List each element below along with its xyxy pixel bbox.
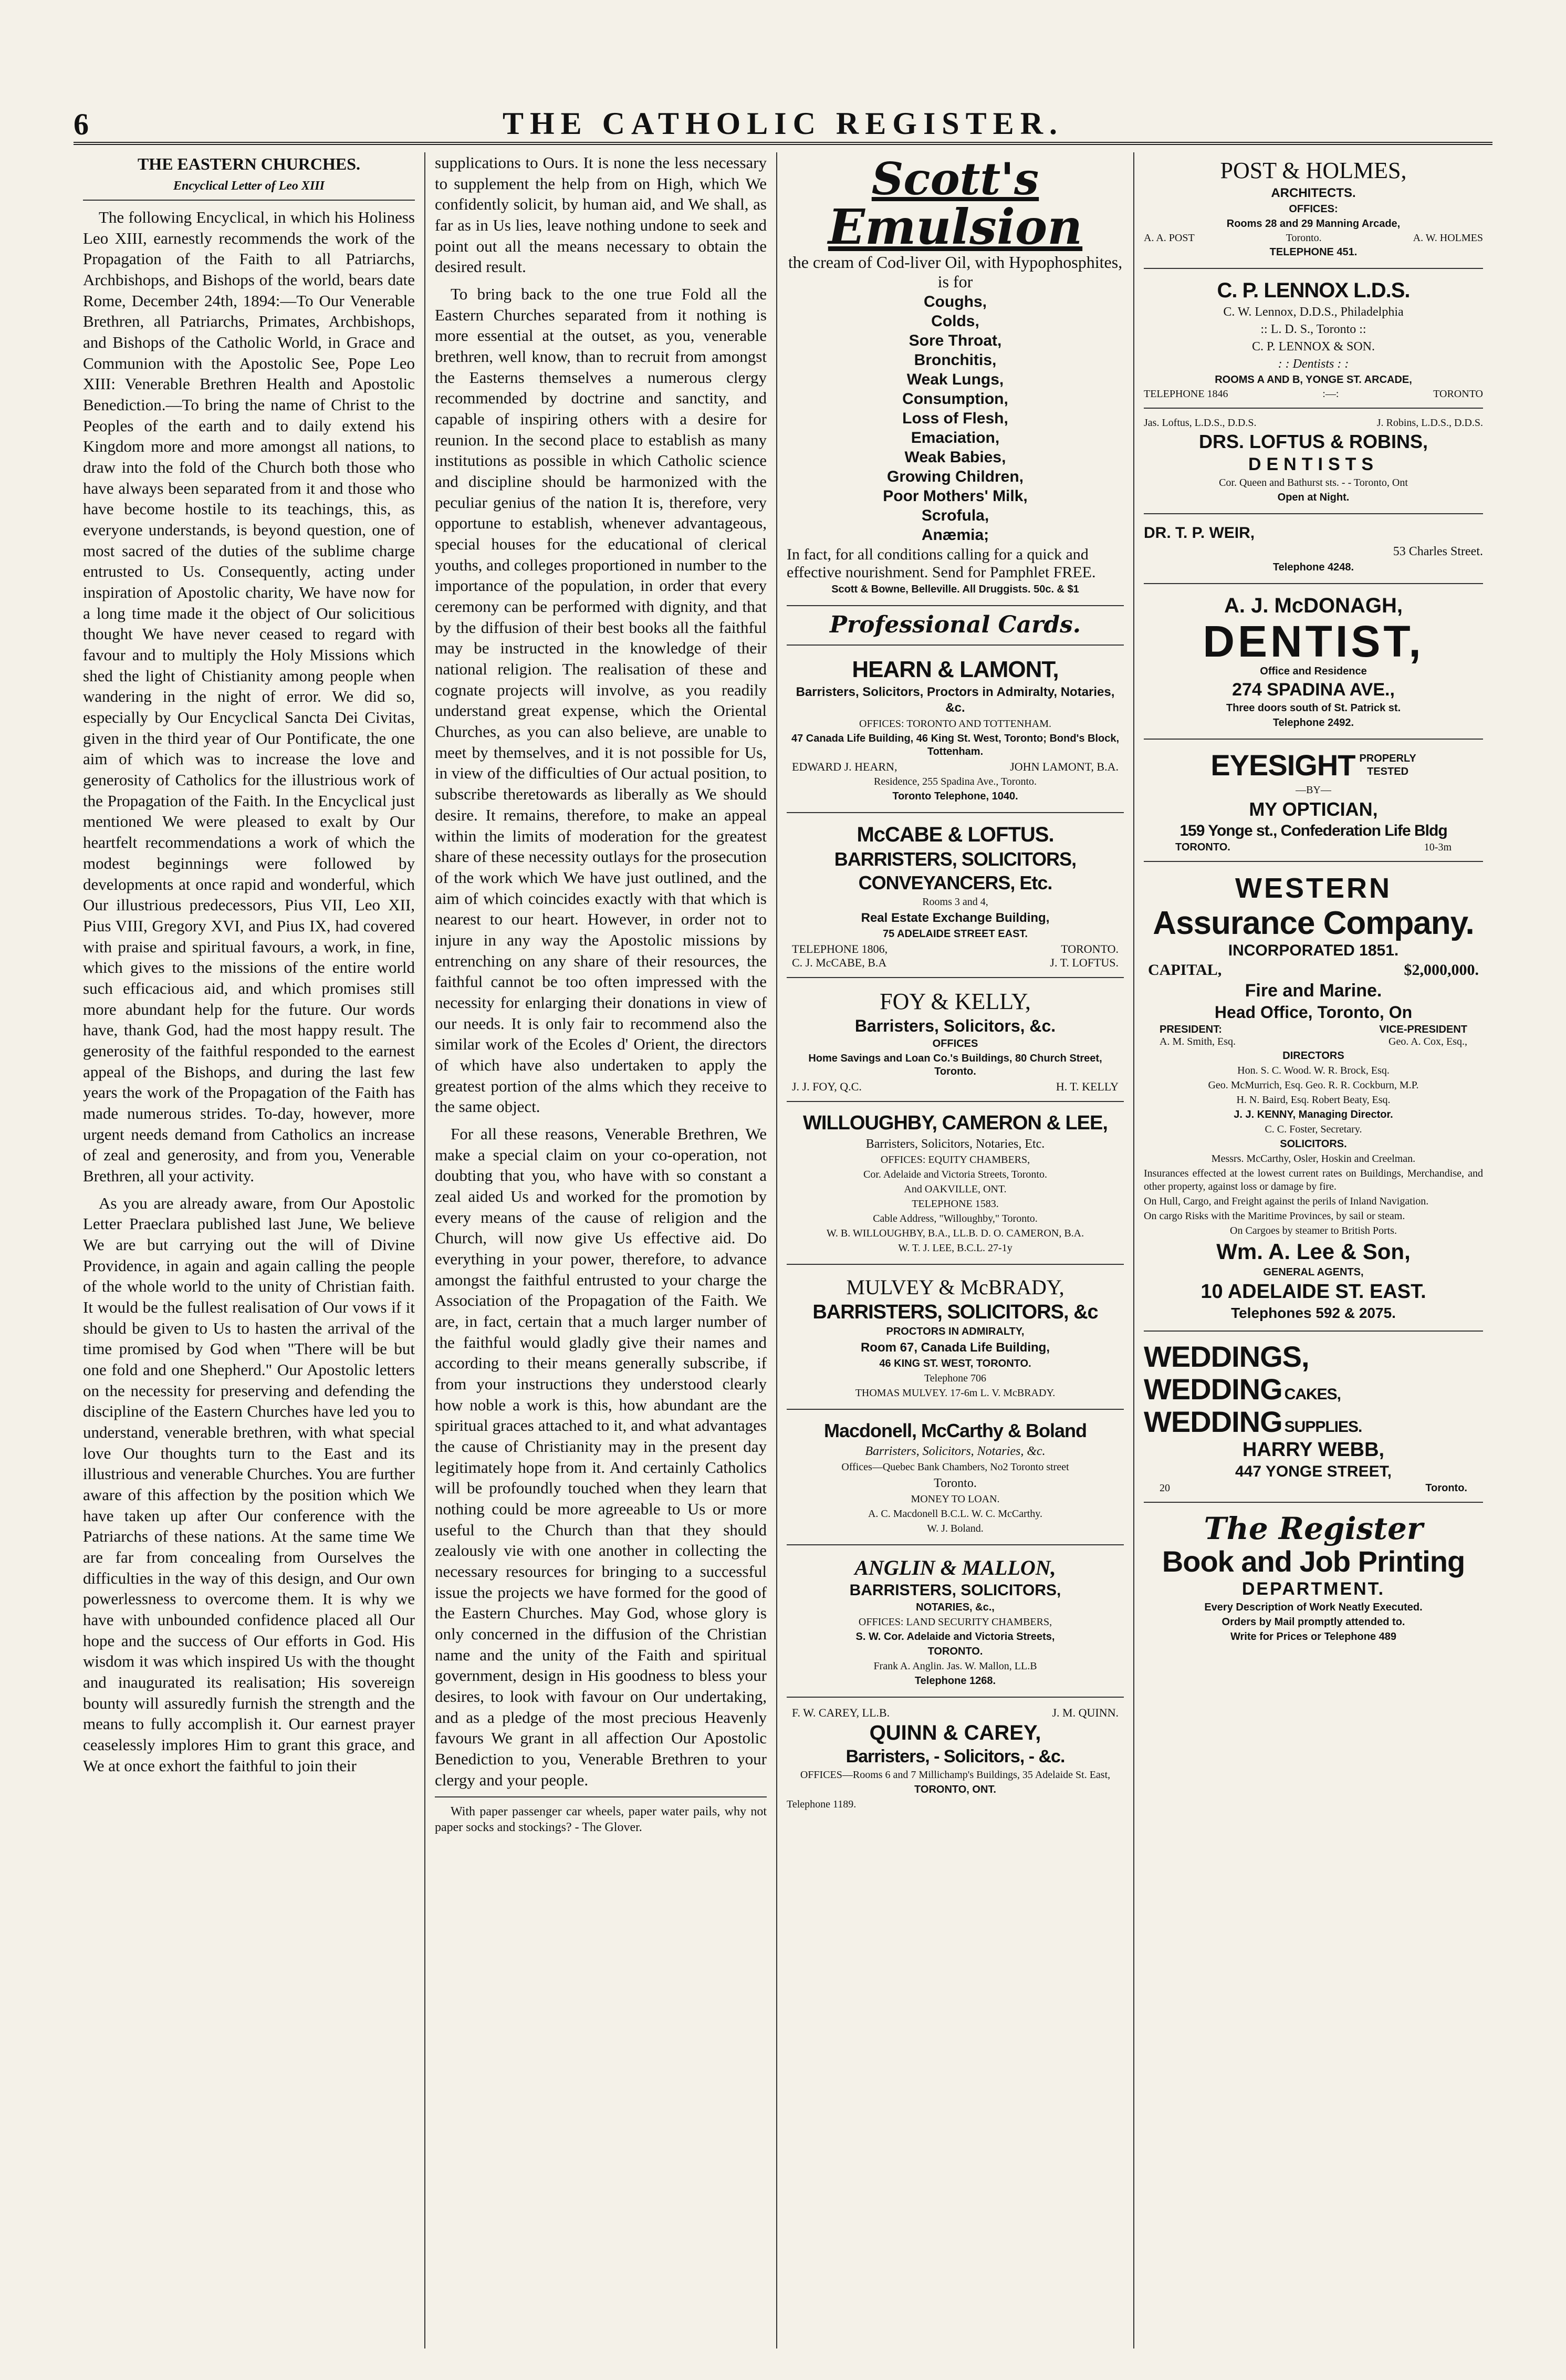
card-line: MY OPTICIAN, — [1249, 798, 1378, 820]
card-partner: Jas. Loftus, L.D.S., D.D.S. — [1144, 417, 1257, 429]
card-line: BARRISTERS, SOLICITORS, &c — [812, 1301, 1098, 1323]
wedding-supplies-line — [1144, 1407, 1483, 1438]
card-line: CAKES, — [1284, 1385, 1341, 1403]
card-line: Wm. A. Lee & Son, — [1216, 1239, 1411, 1264]
card-line: S. W. Cor. Adelaide and Victoria Streets, — [855, 1631, 1055, 1643]
card-line: Every Description of Work Neatly Executed. — [1204, 1602, 1423, 1614]
card-line: And OAKVILLE, ONT. — [904, 1183, 1007, 1195]
card-line: Barristers, Solicitors, &c. — [854, 1016, 1056, 1035]
card-line: Barristers, - Solicitors, - &c. — [845, 1747, 1065, 1766]
card-name: DR. T. P. WEIR, — [1144, 524, 1255, 542]
card-name: QUINN & CAREY, — [869, 1721, 1041, 1744]
card-line: Cor. Queen and Bathurst sts. - - Toronto, Ont — [1219, 477, 1408, 489]
card-name: McCABE & LOFTUS. — [857, 823, 1054, 846]
card-line: DENTIST, — [1203, 617, 1424, 666]
hearn-lamont-card — [787, 652, 1124, 813]
lennox-card — [1144, 274, 1483, 409]
card-line: OFFICES: LAND SECURITY CHAMBERS, — [858, 1616, 1052, 1628]
card-line: On cargo Risks with the Maritime Provinces, by sail or steam. — [1144, 1210, 1405, 1222]
ad-ailment: Growing Children, — [887, 468, 1024, 485]
quinn-carey-card — [787, 1703, 1124, 1820]
willoughby-cameron-lee-card — [787, 1107, 1124, 1265]
card-line: TORONTO. — [927, 1646, 983, 1657]
column-1 — [74, 152, 425, 2348]
card-line: Insurances effected at the lowest current rates on Buildings, Merchandise, and other property, against loss or damage by fire. — [1144, 1168, 1483, 1193]
card-partner: A. W. HOLMES — [1413, 232, 1483, 244]
card-name: MULVEY & McBRADY, — [846, 1275, 1064, 1299]
card-partner: J. M. QUINN. — [1052, 1706, 1119, 1719]
card-line: OFFICES: TORONTO AND TOTTENHAM. — [859, 718, 1051, 730]
card-line: Rooms 28 and 29 Manning Arcade, — [1226, 218, 1401, 230]
card-line: NOTARIES, &c., — [916, 1602, 995, 1613]
card-name: Macdonell, McCarthy & Boland — [823, 1420, 1087, 1441]
card-row — [1144, 841, 1483, 854]
card-line: : : Dentists : : — [1278, 357, 1349, 371]
card-name: EYESIGHT — [1210, 749, 1355, 782]
card-line: C. C. Foster, Secretary. — [1265, 1124, 1362, 1136]
divider — [787, 645, 1124, 646]
card-name: POST & HOLMES, — [1220, 158, 1407, 183]
card-line: TELEPHONE 451. — [1269, 246, 1358, 258]
card-row — [787, 942, 1124, 956]
ad-ailment: Weak Lungs, — [906, 371, 1004, 388]
card-line: Home Savings and Loan Co.'s Buildings, 80 Church Street, Toronto. — [808, 1053, 1102, 1077]
ad-ailment: Poor Mothers' Milk, — [883, 487, 1028, 505]
article-title: THE EASTERN CHURCHES. — [137, 154, 361, 173]
card-name: ANGLIN & MALLON, — [854, 1556, 1056, 1579]
ad-ailment: Colds, — [931, 313, 979, 330]
card-row — [1144, 1036, 1483, 1048]
card-line: WEDDING — [1144, 1405, 1282, 1438]
card-line: —BY— — [1296, 784, 1331, 796]
card-line: C. W. Lennox, D.D.S., Philadelphia — [1223, 305, 1404, 319]
card-row — [1144, 417, 1483, 429]
card-line: Open at Night. — [1277, 492, 1350, 503]
ad-ailment: Sore Throat, — [909, 332, 1002, 349]
card-line: Office and Residence — [1260, 666, 1367, 677]
eyesight-ad — [1144, 745, 1483, 862]
card-line: TESTED — [1367, 765, 1409, 777]
card-line: OFFICES: EQUITY CHAMBERS, — [880, 1154, 1030, 1166]
filler-item: With paper passenger car wheels, paper water pails, why not paper socks and stockings? - The Glover. — [435, 1805, 767, 1835]
article-paragraph: To bring back to the one true Fold all the Eastern Churches separated from it nothing is more essential at the outset, as you, venerable brethren, well know, than to recruit from amongst the Easterns themselves a numerous clergy recommended by doctrine and sanctity, and capable of inspiring others with a desire for reunion. In the second place to establish as many institutions as possible in which Catholic science and discipline should be harmonized with the peculiar genius of the nation It is, therefore, very opportune to establish, whenever advantageous, special houses for the educational of clerical youths, and colleges proportioned in number to the importance of the population, in order that every ceremony can be performed with dignity, and that by the diffusion of their best books all the faithful may be instructed in the knowledge of their national religion. The realisation of these and cognate projects will involve, as you readily understand great expense, which the Oriental Churches, as you can also believe, are unable to meet by themselves, and it is not possible for Us, in view of the difficulties of Our actual position, to subscribe theretowards as liberally as We should desire. It remains, therefore, to make an appeal within the limits of moderation for the greatest share of these necessity outlays for the prosecution of the work which We have just outlined, and the aim of which coincides exactly with that which is nearest to our heart. However, in order not to injure in any way the Apostolic missions by entrenching on any share of their resources, the faithful cannot be too often impressed with the necessity for enlarging their donations in view of our needs. It is only fair to recommend also the similar work of the Ecoles d' Orient, the directors of which have also undertaken to apply the greatest portion of the alms which they receive to the same object. — [435, 285, 767, 1116]
ad-brand: Emulsion — [828, 199, 1083, 255]
ad-ailment: Consumption, — [902, 390, 1008, 408]
card-row — [1144, 388, 1483, 400]
card-line: 10 ADELAIDE ST. EAST. — [1200, 1281, 1426, 1303]
card-row — [787, 760, 1124, 774]
card-row — [1144, 1482, 1483, 1494]
card-partner: J. J. FOY, Q.C. — [792, 1080, 862, 1093]
card-line: ARCHITECTS. — [1271, 186, 1356, 200]
card-line: A. C. Macdonell B.C.L. W. C. McCarthy. — [868, 1508, 1043, 1520]
card-line: Telephone 2492. — [1272, 717, 1354, 729]
card-partner: J. Robins, L.D.S., D.D.S. — [1376, 417, 1483, 429]
card-city: Toronto. — [1425, 1482, 1467, 1494]
card-name: A. J. McDONAGH, — [1224, 594, 1403, 617]
card-line: Room 67, Canada Life Building, — [860, 1340, 1050, 1355]
card-row — [1144, 1024, 1483, 1036]
card-line: MONEY TO LOAN. — [911, 1493, 1000, 1505]
post-holmes-card — [1144, 152, 1483, 269]
card-line: Geo. A. Cox, Esq., — [1388, 1036, 1467, 1048]
card-line: GENERAL AGENTS, — [1263, 1266, 1364, 1279]
card-name: HARRY WEBB, — [1242, 1439, 1385, 1461]
page-columns — [74, 152, 1492, 2348]
macdonell-mccarthy-boland-card — [787, 1415, 1124, 1545]
card-line: INCORPORATED 1851. — [1228, 942, 1399, 960]
card-partner: F. W. CAREY, LL.B. — [792, 1706, 890, 1719]
ad-ailment: Coughs, — [924, 293, 987, 310]
card-separator: :—: — [1322, 388, 1339, 400]
card-row — [787, 1706, 1124, 1720]
card-line: Telephone 1189. — [787, 1799, 857, 1810]
card-name: WESTERN — [1235, 872, 1392, 904]
card-partner: A. A. POST — [1144, 232, 1195, 244]
card-line: DENTISTS — [1248, 454, 1379, 474]
card-city: Toronto. — [1286, 232, 1322, 244]
card-name: WILLOUGHBY, CAMERON & LEE, — [803, 1112, 1108, 1134]
card-line: Orders by Mail promptly attended to. — [1222, 1616, 1405, 1628]
western-assurance-ad — [1144, 867, 1483, 1332]
card-line: BARRISTERS, SOLICITORS, — [849, 1582, 1061, 1599]
card-line: Assurance Company. — [1153, 905, 1474, 941]
card-line: Book and Job Printing — [1162, 1545, 1465, 1578]
wedding-cakes-line — [1144, 1374, 1483, 1405]
card-line: On Cargoes by steamer to British Ports. — [1230, 1225, 1397, 1237]
card-line: Residence, 255 Spadina Ave., Toronto. — [873, 776, 1037, 787]
card-line: Real Estate Exchange Building, — [861, 911, 1050, 925]
card-city: TORONTO — [1433, 388, 1483, 400]
article-paragraph: As you are already aware, from Our Apostolic Letter Praeclara published last June, We believe We are but carrying out the will of Divine Providence, in again and again calling the people of the whole world to the unity of Christian faith. It would be the fullest realisation of Our vows if it should be given to Us to hasten the arrival of the time promised by God when "There will be but one fold and one Shepherd." Our Apostolic letters on the necessity for preserving and defending the discipline of the Eastern Churches have led you to understand, venerable brethren, with what special love Our thoughts turn to the East and its illustrious and venerable Churches. You are further aware of this affection by the position which We have taken up after Our conference with the Patriarchs of these nations. At the same time We are far from concealing from Ourselves the difficulties in the way of this design, and Our own powerlessness to overcome them. It is why we have with unbounded confidence placed all Our hope and the success of Our efforts in God. His wisdom it was which inspired Us with the thought and inaugurated its realisation; His sovereign bounty will assuredly furnish the strength and the means to fully accomplish it. Our earnest prayer ceaselessly implores Him to grant this grace, and We at once exhort the faithful to join their — [83, 1193, 415, 1775]
card-name: DRS. LOFTUS & ROBINS, — [1198, 431, 1428, 452]
card-line: 159 Yonge st., Confederation Life Bldg — [1179, 822, 1447, 839]
card-line: DIRECTORS — [1282, 1050, 1344, 1062]
card-line: On Hull, Cargo, and Freight against the perils of Inland Navigation. — [1144, 1196, 1429, 1208]
ad-footer: Scott & Bowne, Belleville. All Druggists. 50c. & $1 — [831, 584, 1079, 595]
weir-card — [1144, 519, 1483, 584]
card-line: PRESIDENT: — [1160, 1024, 1222, 1036]
card-line: Telephone 4248. — [1272, 562, 1354, 573]
card-name: FOY & KELLY, — [880, 989, 1031, 1014]
harry-webb-ad — [1144, 1337, 1483, 1503]
foy-kelly-card — [787, 983, 1124, 1102]
register-printing-ad — [1144, 1508, 1483, 1653]
card-line: Cor. Adelaide and Victoria Streets, Toronto. — [863, 1169, 1047, 1180]
ad-brand: Scott's — [871, 153, 1039, 205]
eyesight-side — [1359, 752, 1416, 778]
card-code: 20 — [1160, 1482, 1170, 1494]
ad-ailment: Scrofula, — [921, 507, 989, 524]
ad-ailment: Emaciation, — [911, 429, 1000, 446]
card-name: C. P. LENNOX L.D.S. — [1217, 279, 1410, 302]
card-line: Head Office, Toronto, On — [1214, 1003, 1413, 1022]
ad-ailment: Bronchitis, — [914, 351, 997, 369]
article-paragraph: The following Encyclical, in which his Holiness Leo XIII, earnestly recommends the work of the Propagation of the Faith to all Patriarchs, Archbishops, and Bishops of the world, bears date Rome, December 24th, 1894:—To Our Venerable Brethren, all Patriarchs, Primates, Archbishops, and Bishops of the Catholic World, in Grace and Communion with the Apostolic See, Pope Leo XIII: Venerable Brethren Health and Apostolic Benediction.—To bring the name of Christ to the Peoples of the earth and to daily extend his Kingdom more and more amongst all nations, to draw into the fold of the Church both those who have always been separated from it and those who have become hostile to its teachings, this, as everyone understands, is beyond question, one of most sacred of the duties of the sublime charge entrusted to Us. Consequently, acting under inspiration of Apostolic charity, We have now for a long time made it the object of Our solicitious thought We have never ceased to regard with favour and to multiply the Holy Missions which shed the light of Chistianity among people when wandering in the night of error. We did so, especially by Our Encyclical Sancta Dei Civitas, given in the third year of Our Pontificate, the one aim of which was to increase the love and generosity of Catholics for the illustrious work of the Propagation of the Faith. In the Encyclical just mentioned We were pleased to exalt by Our heartfelt recommendations a work of which the modest beginnings were followed by developments at once rapid and wonderful, which Our illustrious predecessors, Pius VII, Leo XII, Pius VIII, Gregory XVI, and Pius IX, had covered with praise and spiritual favours, a work, in fine, which gives to the missions of the entire world such efficacious aid, and which promises still more abundant help for the future. Our words have, thank God, had the most happy result. The generosity of the faithful responded to the earnest appeal of the Bishops, and during the last few years the work of the Propagation of the Faith has made numerous strides. To-day, however, more urgent needs demand from Catholics an increase of zeal and generosity, and from you, Venerable Brethren, all your activity. — [83, 208, 415, 1185]
ad-ailment: Loss of Flesh, — [902, 410, 1008, 427]
card-telephone: TELEPHONE 1846 — [1144, 388, 1228, 400]
card-line: SOLICITORS. — [1280, 1138, 1347, 1150]
card-line: PROPERLY — [1359, 752, 1416, 764]
card-line: OFFICES — [932, 1038, 978, 1049]
card-line: DEPARTMENT. — [1241, 1579, 1385, 1599]
card-line: SUPPLIES. — [1284, 1418, 1362, 1436]
card-line: VICE-PRESIDENT — [1379, 1024, 1467, 1036]
card-line: Barristers, Solicitors, Notaries, Etc. — [865, 1137, 1045, 1151]
masthead — [74, 79, 1492, 145]
newspaper-title: THE CATHOLIC REGISTER. — [502, 106, 1064, 141]
card-line: W. T. J. LEE, B.C.L. 27-1y — [898, 1242, 1012, 1254]
card-line: A. M. Smith, Esq. — [1160, 1036, 1236, 1048]
card-line: 46 KING ST. WEST, TORONTO. — [879, 1358, 1031, 1369]
card-line: Hon. S. C. Wood. W. R. Brock, Esq. — [1237, 1065, 1390, 1077]
card-line: Messrs. McCarthy, Osler, Hoskin and Creelman. — [1211, 1153, 1416, 1165]
page-number: 6 — [74, 107, 89, 141]
card-line: W. J. Boland. — [927, 1523, 984, 1534]
divider — [83, 200, 415, 201]
ad-text: In fact, for all conditions calling for a quick and effective nourishment. Send for Pamphlet FREE. — [787, 546, 1096, 581]
card-row — [787, 1080, 1124, 1094]
card-line: J. J. KENNY, Managing Director. — [1234, 1109, 1393, 1121]
column-3 — [777, 152, 1134, 2348]
card-line: Rooms 3 and 4, — [922, 896, 988, 908]
mccabe-loftus-card — [787, 818, 1124, 978]
card-line: THOMAS MULVEY. 17-6m L. V. McBRADY. — [855, 1387, 1056, 1399]
capital-row — [1144, 961, 1483, 979]
column-2 — [425, 152, 777, 2348]
card-partner: EDWARD J. HEARN, — [792, 760, 897, 773]
card-line: ROOMS A AND B, YONGE ST. ARCADE, — [1215, 374, 1412, 386]
card-line: Fire and Marine. — [1245, 981, 1382, 1001]
card-partner: C. J. McCABE, B.A — [792, 956, 887, 969]
card-line: Telephones 592 & 2075. — [1231, 1305, 1396, 1322]
capital-value: $2,000,000. — [1404, 961, 1479, 979]
card-line: Offices—Quebec Bank Chambers, No2 Toronto street — [841, 1461, 1069, 1473]
article-paragraph: For all these reasons, Venerable Brethren, We make a special claim on your co-operation, not doubting that you, who have with so constant a zeal aided Us and worked for the promotion by every means of the cause of religion and the Church, will now give Us effective aid. Do everything in your power, therefore, to advance amongst the faithful entrusted to your charge the Association of the Propagation of the Faith. We are, in fact, certain that a much larger number of the faithful would gladly give their names and according to their means generally subscribe, if from your instructions they understood clearly how noble a work is this, how abundant are the spiritual graces attached to it, and what advantages the cause of Christianity may in the present day legitimately hope from it. And certainly Catholics will be profoundly touched when they learn that nothing could be more agreeable to Us or more useful to the Church than that they should zealously vie with one another in collecting the necessary resources for bringing to a successful issue the projects we have formed for the good of the Eastern Churches. May God, whose glory is only concerned in the diffusion of the Christian name and the unity of the Faith and spiritual government, design in His goodness to bless your desires, to look with favour on Our undertaking, and as a pledge of the most precious Heavenly favours We grant in all affection Our Apostolic Benediction to you, Venerable Brethren to your clergy and your people. — [435, 1124, 767, 1789]
column-4 — [1134, 152, 1492, 2348]
card-line: WEDDINGS, — [1144, 1340, 1309, 1374]
card-line: Three doors south of St. Patrick st. — [1226, 702, 1401, 714]
mulvey-mcbrady-card — [787, 1270, 1124, 1410]
card-name: The Register — [1204, 1511, 1423, 1547]
card-line: OFFICES: — [1289, 203, 1338, 215]
card-line: H. N. Baird, Esq. Robert Beaty, Esq. — [1236, 1094, 1391, 1106]
capital-label: CAPITAL, — [1148, 961, 1222, 979]
card-line: 53 Charles Street. — [1393, 545, 1483, 558]
card-line: 447 YONGE STREET, — [1235, 1463, 1392, 1481]
card-line: Barristers, Solicitors, Proctors in Admiralty, Notaries, &c. — [796, 685, 1115, 715]
divider — [435, 1796, 767, 1797]
card-row — [787, 956, 1124, 970]
ad-ailment: Anæmia; — [921, 526, 989, 544]
ad-text: the cream of Cod-liver Oil, with Hypophosphites, is for — [788, 253, 1123, 291]
card-line: Toronto. — [934, 1477, 977, 1490]
card-partner: H. T. KELLY — [1056, 1080, 1119, 1093]
card-line: Barristers, Solicitors, Notaries, &c. — [865, 1444, 1046, 1458]
card-telephone: TELEPHONE 1806, — [792, 942, 888, 955]
card-line: BARRISTERS, SOLICITORS, — [834, 848, 1077, 870]
card-partner: J. T. LOFTUS. — [1050, 956, 1119, 969]
card-partner: JOHN LAMONT, B.A. — [1010, 760, 1119, 773]
card-code: 10-3m — [1424, 841, 1452, 853]
card-city: TORONTO. — [1061, 942, 1119, 955]
article-paragraph: supplications to Ours. It is none the less necessary to supplement the help from on High, which We confidently solicit, by human aid, and We shall, as far as in Us lies, leave nothing undone to seek and point out all the means necessary to obtain the desired result. — [435, 153, 767, 276]
card-line: :: L. D. S., Toronto :: — [1260, 323, 1366, 336]
card-line: PROCTORS IN ADMIRALTY, — [886, 1326, 1025, 1337]
professional-cards-heading: Professional Cards. — [829, 611, 1081, 638]
card-line: Telephone 1268. — [914, 1675, 996, 1687]
card-line: Frank A. Anglin. Jas. W. Mallon, LL.B — [873, 1660, 1037, 1672]
card-line: C. P. LENNOX & SON. — [1251, 340, 1375, 354]
card-line: OFFICES—Rooms 6 and 7 Millichamp's Buildings, 35 Adelaide St. East, — [800, 1769, 1111, 1781]
card-line: WEDDING — [1144, 1372, 1282, 1406]
card-line: CONVEYANCERS, Etc. — [858, 872, 1052, 893]
card-row — [1144, 232, 1483, 244]
card-line: 47 Canada Life Building, 46 King St. West, Toronto; Bond's Block, Tottenham. — [791, 733, 1120, 757]
card-line: 274 SPADINA AVE., — [1232, 680, 1395, 700]
anglin-mallon-card — [787, 1551, 1124, 1698]
card-line: TORONTO, ONT. — [914, 1784, 996, 1795]
card-line: Cable Address, "Willoughby," Toronto. — [873, 1213, 1038, 1224]
card-line: Write for Prices or Telephone 489 — [1230, 1631, 1397, 1643]
ad-ailment: Weak Babies, — [904, 449, 1006, 466]
scotts-emulsion-ad — [787, 152, 1124, 606]
loftus-robins-card — [1144, 414, 1483, 514]
card-line: Telephone 706 — [924, 1373, 986, 1384]
card-line: Geo. McMurrich, Esq. Geo. R. R. Cockburn, M.P. — [1208, 1079, 1419, 1092]
mcdonagh-card — [1144, 589, 1483, 740]
card-line: W. B. WILLOUGHBY, B.A., LL.B. D. O. CAMERON, B.A. — [826, 1228, 1084, 1239]
article-subtitle: Encyclical Letter of Leo XIII — [173, 179, 325, 193]
card-name: HEARN & LAMONT, — [852, 657, 1059, 682]
card-line: Toronto Telephone, 1040. — [892, 791, 1018, 802]
card-line: 75 ADELAIDE STREET EAST. — [883, 928, 1028, 940]
card-city: TORONTO. — [1175, 841, 1230, 853]
eyesight-heading — [1144, 748, 1483, 782]
card-line: TELEPHONE 1583. — [912, 1198, 999, 1210]
